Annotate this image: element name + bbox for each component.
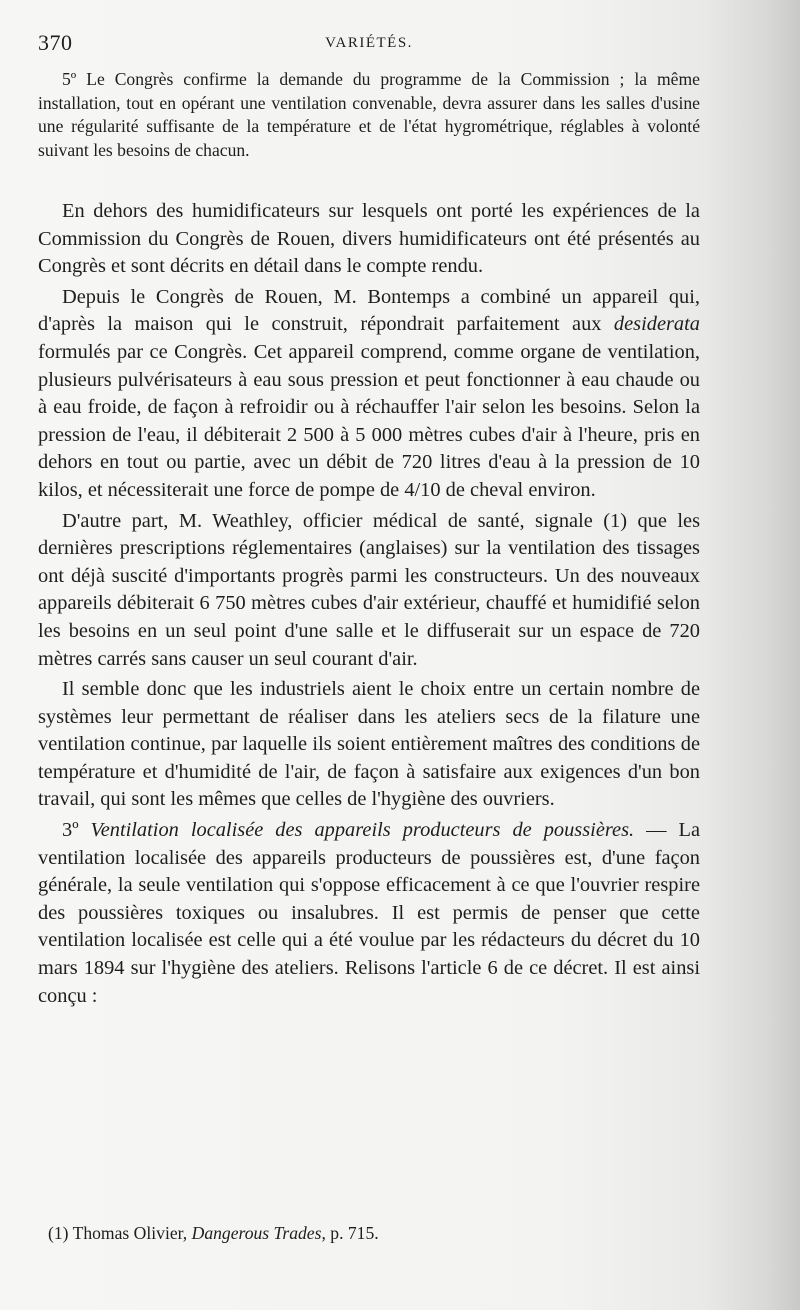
footnote <box>48 1222 698 1244</box>
section-heading-italic: Ventilation localisée des appareils producteurs de poussières. <box>90 819 635 842</box>
paragraph-localized-ventilation <box>38 817 700 1010</box>
paragraph-localized-text: — La ventilation localisée des appareils producteurs de poussières est, d'une façon générale, la seule ventilation qui s'oppose efficacement à ce que l'ouvrier respire des poussières toxiques ou insalubres. Il est permis de penser que cette ventilation localisée est celle qui a été voulue par les rédacteurs du décret du 10 mars 1894 sur l'hygiène des ateliers. Relisons l'article 6 de ce décret. Il est ainsi conçu : <box>38 819 700 1007</box>
section-number: 3º <box>62 819 91 842</box>
paragraph-bontemps-apparatus <box>38 284 700 505</box>
page-number: 370 <box>38 30 73 55</box>
paragraph-bontemps-text-b: formulés par ce Congrès. Cet appareil comprend, comme organe de ventilation, plusieurs pulvérisateurs à eau sous pression et peut fonctionner à eau chaude ou à eau froide, de façon à refroidir ou à réchauffer l'air selon les besoins. Selon la pression de l'eau, il débiterait 2 500 à 5 000 mètres cubes d'air à l'heure, pris en dehors en tout ou partie, avec un débit de 720 litres d'eau à la pression de 10 kilos, et nécessiterait une force de pompe de 4/10 de cheval environ. <box>38 340 700 501</box>
paragraph-weathley: D'autre part, M. Weathley, officier médical de santé, signale (1) que les dernières prescriptions réglementaires (anglaises) sur la ventilation des tissages ont déjà suscité d'importants progrès parmi les constructeurs. Un des nouveaux appareils débiterait 6 750 mètres cubes d'air extérieur, chauffé et humidifié selon les besoins en un seul point d'une salle et le diffuserait sur un espace de 720 mètres carrés sans causer un seul courant d'air. <box>38 509 700 670</box>
footnote-title: Dangerous Trades <box>191 1223 322 1243</box>
paragraph-industrial-choice: Il semble donc que les industriels aient le choix entre un certain nombre de systèmes leur permettant de réaliser dans les ateliers secs de la filature une ventilation continue, par laquelle ils soient entièrement maîtres des conditions de température et d'humidité de l'air, de façon à satisfaire aux exigences d'un bon travail, qui sont les mêmes que celles de l'hygiène des ouvriers. <box>38 678 700 811</box>
paragraph-bontemps-text-a: Depuis le Congrès de Rouen, M. Bontemps a combiné un appareil qui, d'après la maison qui le construit, répondrait parfaitement aux <box>38 285 700 336</box>
body-text <box>38 68 700 1010</box>
page-header <box>38 30 700 58</box>
footnote-mark: (1) Thomas Olivier, <box>48 1223 192 1243</box>
running-head: VARIÉTÉS. <box>325 35 413 51</box>
desiderata-italic: desiderata <box>613 313 700 336</box>
footnote-rest: , p. 715. <box>321 1223 379 1243</box>
paragraph-congress-resolution: 5º Le Congrès confirme la demande du programme de la Commission ; la même installation, tout en opérant une ventilation convenable, devra assurer dans les salles d'usine une régularité suffisante de la température et de l'état hygrométrique, réglables à volonté suivant les besoins de chacun. <box>38 69 700 160</box>
paragraph-humidifiers: En dehors des humidificateurs sur lesquels ont porté les expériences de la Commission du Congrès de Rouen, divers humidificateurs ont été présentés au Congrès et sont décrits en détail dans le compte rendu. <box>38 200 700 278</box>
